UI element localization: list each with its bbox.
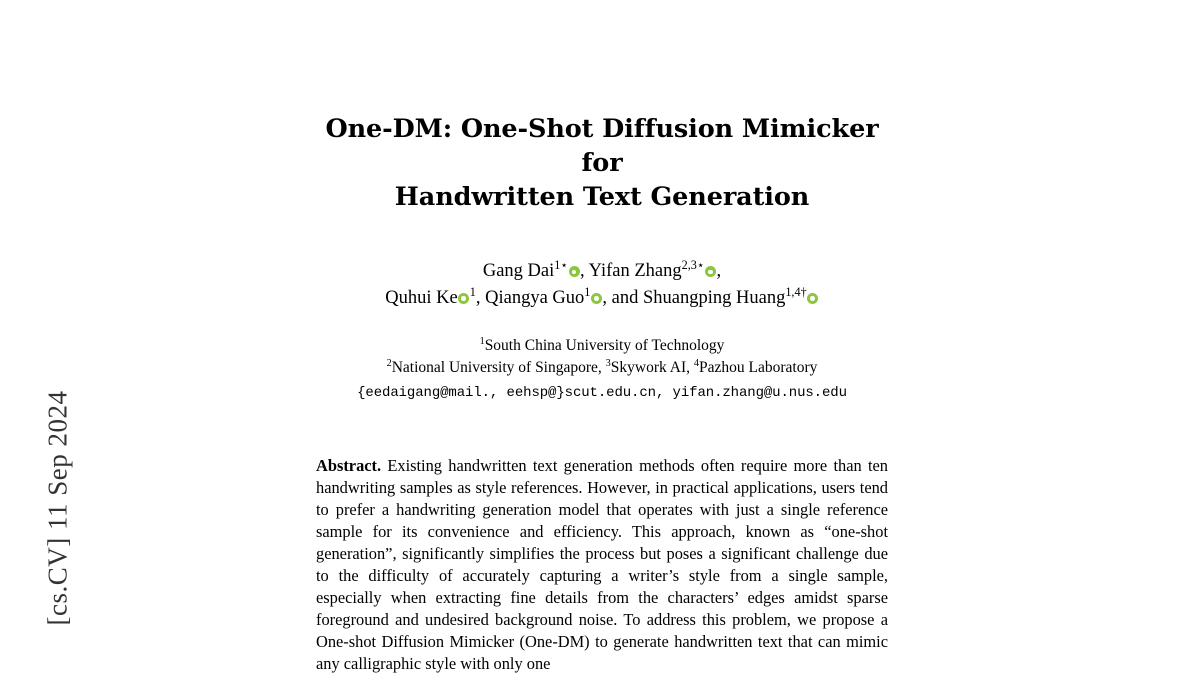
abstract-text: Existing handwritten text generation methods often require more than ten handwriting samples as style references. However, in practical applications, users tend to prefer a handwriting generation model that operates with just a single reference sample for its convenience and efficiency. This approach, known as “one-shot generation”, significantly simplifies the process but poses a significant challenge due to the difficulty of accurately capturing a writer’s style from a single sample, especially when extracting fine details from the characters’ edges amidst sparse foreground and undesired background noise. To address this problem, we propose a One-shot Diffusion Mimicker (One-DM) to generate handwritten text that can mimic any calligraphic style with only one xyxy=(316,455,888,674)
author-affiliation-marker: 1⋆ xyxy=(554,258,569,273)
author-list xyxy=(316,258,888,311)
orcid-icon[interactable] xyxy=(458,293,469,304)
affiliation-line-1 xyxy=(316,335,888,357)
affiliation-marker: 3 xyxy=(605,358,611,370)
affiliation-line-2 xyxy=(316,357,888,379)
email-text: {eedaigang@mail., eehsp@}scut.edu.cn, yifan.zhang@u.nus.edu xyxy=(357,384,847,401)
affiliation-marker: 1 xyxy=(479,335,485,347)
affiliation-text: National University of Singapore, xyxy=(391,359,606,377)
orcid-icon[interactable] xyxy=(569,266,580,277)
author-affiliation-marker: 1 xyxy=(469,284,476,299)
author-emails xyxy=(316,382,888,404)
author-line-2 xyxy=(316,285,888,311)
affiliation-marker: 4 xyxy=(693,358,699,370)
author-affiliation-marker: 1,4† xyxy=(785,284,807,299)
title-line-1: One-DM: One-Shot Diffusion Mimicker for xyxy=(325,114,879,179)
abstract-label: Abstract. xyxy=(316,455,382,475)
affiliations xyxy=(316,335,888,380)
author-name-yifan-zhang: Yifan Zhang xyxy=(588,261,682,282)
affiliation-text: Pazhou Laboratory xyxy=(699,359,818,377)
affiliation-text: Skywork AI, xyxy=(610,359,694,377)
page-title xyxy=(316,112,888,214)
orcid-icon[interactable] xyxy=(705,266,716,277)
author-name-gang-dai: Gang Dai xyxy=(482,261,555,282)
author-separator: , xyxy=(475,287,486,308)
author-name-quhui-ke: Quhui Ke xyxy=(385,287,458,308)
arxiv-vertical-stamp: [cs.CV] 11 Sep 2024 xyxy=(42,390,73,626)
author-name-shuangping-huang: Shuangping Huang xyxy=(642,287,786,308)
title-line-2: Handwritten Text Generation xyxy=(394,182,810,213)
author-affiliation-marker: 1 xyxy=(584,284,591,299)
abstract-section xyxy=(316,455,888,675)
affiliation-text: South China University of Technology xyxy=(484,337,725,354)
affiliation-marker: 2 xyxy=(386,358,392,370)
orcid-icon[interactable] xyxy=(591,293,602,304)
author-trailing-comma: , xyxy=(716,261,722,282)
author-name-qiangya-guo: Qiangya Guo xyxy=(485,287,585,308)
orcid-icon[interactable] xyxy=(807,293,818,304)
author-separator: , xyxy=(580,261,589,282)
author-affiliation-marker: 2,3⋆ xyxy=(681,258,705,273)
paper-content-column xyxy=(316,0,888,675)
author-separator: , and xyxy=(602,287,643,308)
author-line-1 xyxy=(316,258,888,284)
